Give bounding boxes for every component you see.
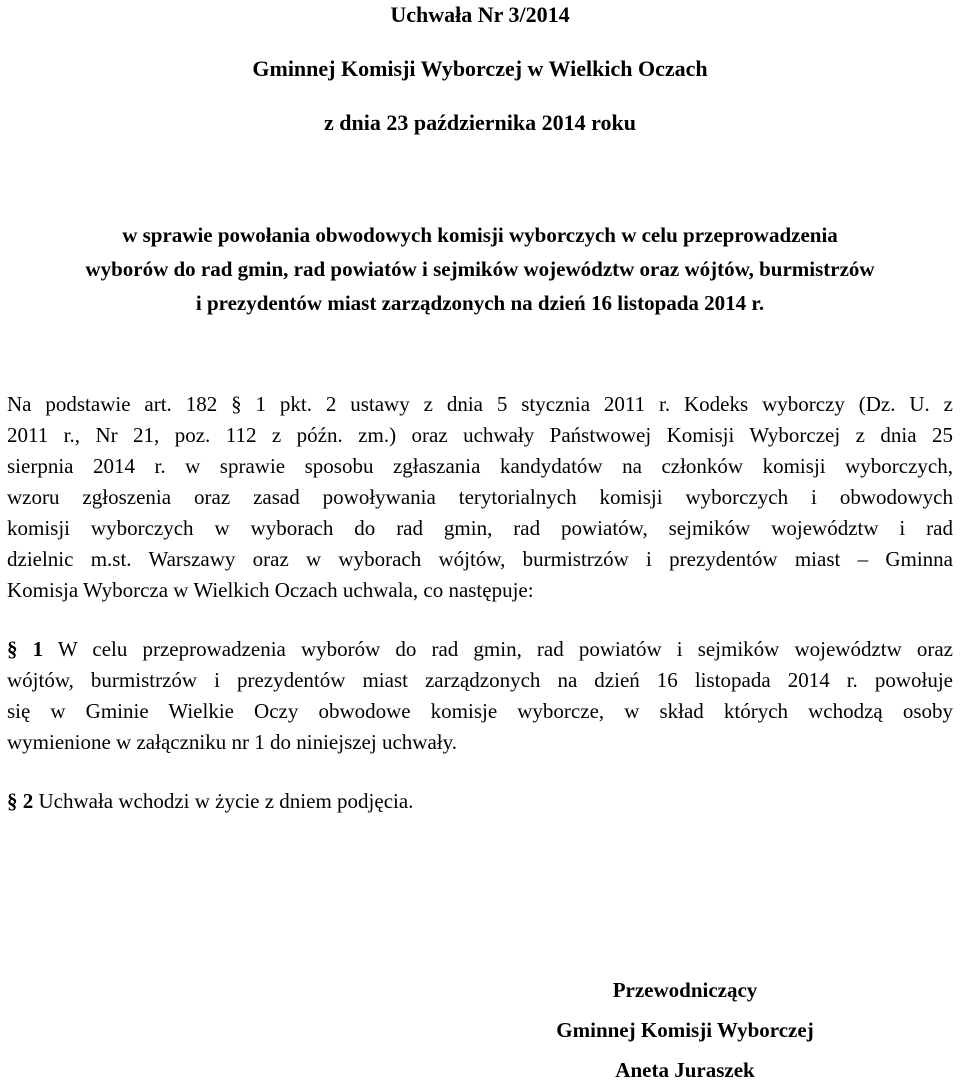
- section-1-text: W celu przeprowadzenia wyborów do rad gmin, rad powiatów i sejmików województw oraz: [43, 637, 953, 661]
- signature-name: Aneta Juraszek: [615, 1058, 755, 1082]
- section-1-line: się w Gminie Wielkie Oczy obwodowe komisje wyborcze, w skład których wchodzą osoby: [7, 699, 953, 723]
- section-2-line: [7, 786, 953, 817]
- section-1-paragraph: [7, 634, 953, 758]
- section-2-mark: § 2: [7, 789, 34, 813]
- signature-role: Przewodniczący: [612, 978, 758, 1002]
- preamble-paragraph: [7, 389, 953, 606]
- section-1-line: wójtów, burmistrzów i prezydentów miast zarządzonych na dzień 16 listopada 2014 r. powołuje: [7, 668, 953, 692]
- section-1-line: wymienione w załączniku nr 1 do niniejszej uchwały.: [7, 730, 457, 754]
- subject-line: i prezydentów miast zarządzonych na dzień 16 listopada 2014 r.: [195, 291, 765, 315]
- commission-name: Gminnej Komisji Wyborczej w Wielkich Oczach: [252, 56, 708, 81]
- section-2-text: Uchwała wchodzi w życie z dniem podjęcia.: [33, 789, 414, 813]
- section-1-mark: § 1: [7, 637, 44, 661]
- preamble-line: wzoru zgłoszenia oraz zasad powoływania terytorialnych komisji wyborczych i obwodowych: [7, 485, 953, 509]
- resolution-date: z dnia 23 października 2014 roku: [324, 110, 636, 135]
- section-2-paragraph: [7, 786, 953, 817]
- resolution-title: Uchwała Nr 3/2014: [390, 2, 570, 27]
- subject-line: wyborów do rad gmin, rad powiatów i sejmików województw oraz wójtów, burmistrzów: [85, 257, 875, 281]
- preamble-line: 2011 r., Nr 21, poz. 112 z późn. zm.) oraz uchwały Państwowej Komisji Wyborczej z dnia 25: [7, 423, 953, 447]
- preamble-line: dzielnic m.st. Warszawy oraz w wyborach wójtów, burmistrzów i prezydentów miast – Gminna: [7, 547, 953, 571]
- subject-line: w sprawie powołania obwodowych komisji wyborczych w celu przeprowadzenia: [122, 223, 838, 247]
- resolution-subject: [0, 218, 960, 320]
- preamble-line: komisji wyborczych w wyborach do rad gmin, rad powiatów, sejmików województw i rad: [7, 516, 953, 540]
- preamble-line: Na podstawie art. 182 § 1 pkt. 2 ustawy z dnia 5 stycznia 2011 r. Kodeks wyborczy (Dz. U. z: [7, 392, 953, 416]
- signature-commission: Gminnej Komisji Wyborczej: [556, 1018, 814, 1042]
- preamble-line: sierpnia 2014 r. w sprawie sposobu zgłaszania kandydatów na członków komisji wyborczych,: [7, 454, 953, 478]
- section-1-first-line: [7, 634, 953, 665]
- preamble-line: Komisja Wyborcza w Wielkich Oczach uchwala, co następuje:: [7, 578, 534, 602]
